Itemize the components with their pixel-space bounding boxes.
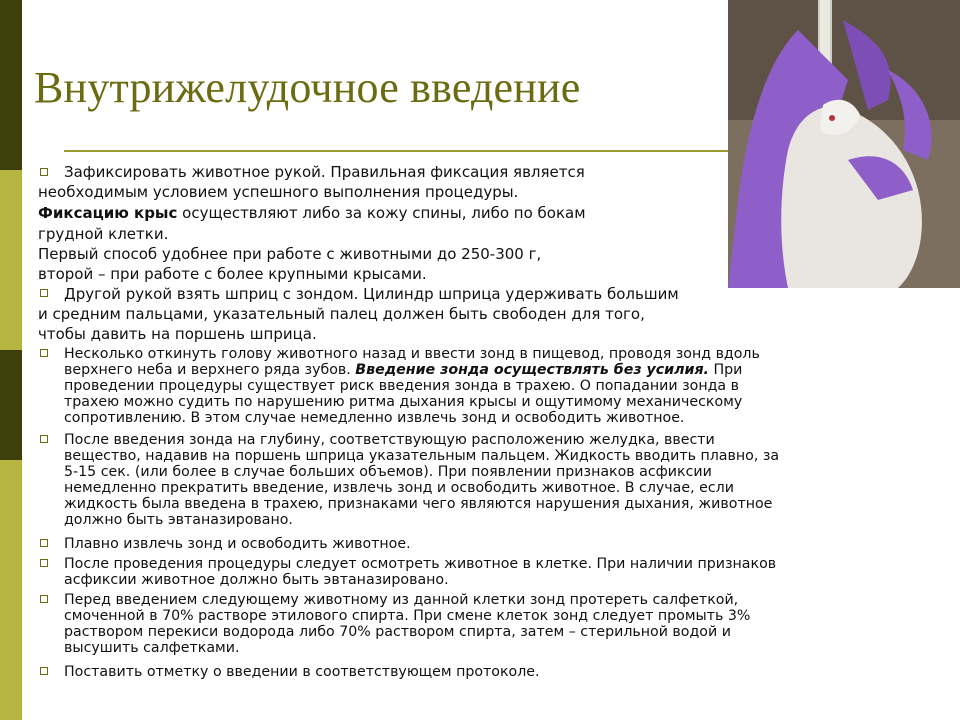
text-line: второй – при работе с более крупными крысами. <box>38 265 427 283</box>
text-line: чтобы давить на поршень шприца. <box>38 325 317 343</box>
decorative-side-bar <box>0 0 22 720</box>
bullet-icon <box>40 559 48 567</box>
bullet-icon <box>40 595 48 603</box>
text-span: осуществляют либо за кожу спины, либо по бокам <box>177 204 586 222</box>
text-line: сопротивлению. В этом случае немедленно извлечь зонд и освободить животное. <box>64 410 685 426</box>
bullet-icon <box>40 168 48 176</box>
text-line: 5-15 сек. (или более в случае больших объемов). При появлении признаков асфиксии <box>64 464 712 480</box>
text-line: трахею можно судить по нарушению ритма дыхания крысы и ощутимому механическому <box>64 394 743 410</box>
text-line: Перед введением следующему животному из данной клетки зонд протереть салфеткой, <box>64 592 739 608</box>
bold-phrase: Фиксацию крыс <box>38 204 178 222</box>
text-line: Поставить отметку о введении в соответствующем протоколе. <box>64 664 540 680</box>
text-line: После введения зонда на глубину, соответствующую расположению желудка, ввести <box>64 432 715 448</box>
text-line: Первый способ удобнее при работе с животными до 250-300 г, <box>38 245 542 263</box>
text-line: смоченной в 70% растворе этилового спирта. При смене клеток зонд следует промыть 3% <box>64 608 751 624</box>
text-line: Несколько откинуть голову животного назад и ввести зонд в пищевод, проводя зонд вдоль <box>64 346 760 362</box>
bullet-icon <box>40 289 48 297</box>
title-underline <box>64 150 730 152</box>
rat-gavage-photo <box>728 0 960 288</box>
text-line: Другой рукой взять шприц с зондом. Цилиндр шприца удерживать большим <box>64 285 679 303</box>
text-line <box>38 205 586 222</box>
text-line <box>64 362 742 378</box>
text-line: жидкость была введена в трахею, признаками чего являются нарушения дыхания, животное <box>64 496 773 512</box>
text-line: Плавно извлечь зонд и освободить животное. <box>64 536 411 552</box>
text-line: необходимым условием успешного выполнения процедуры. <box>38 183 519 201</box>
text-line: вещество, надавив на поршень шприца указательным пальцем. Жидкость вводить плавно, за <box>64 448 780 464</box>
text-line: высушить салфетками. <box>64 640 240 656</box>
text-line: раствором перекиси водорода либо 70% раствором спирта, затем – стерильной водой и <box>64 624 731 640</box>
slide-title: Внутрижелудочное введение <box>34 63 581 112</box>
text-line: Зафиксировать животное рукой. Правильная фиксация является <box>64 163 585 181</box>
text-line: и средним пальцами, указательный палец должен быть свободен для того, <box>38 305 645 323</box>
bullet-icon <box>40 435 48 443</box>
bullet-icon <box>40 667 48 675</box>
text-line: должно быть эвтаназировано. <box>64 512 293 528</box>
text-line: После проведения процедуры следует осмотреть животное в клетке. При наличии признаков <box>64 556 777 572</box>
text-span: верхнего неба и верхнего ряда зубов. <box>64 362 356 378</box>
bullet-icon <box>40 349 48 357</box>
text-line: проведении процедуры существует риск введения зонда в трахею. О попадании зонда в <box>64 378 739 394</box>
bold-italic-phrase: Введение зонда осуществлять без усилия. <box>355 362 709 378</box>
text-span: При <box>708 362 743 378</box>
text-line: асфиксии животное должно быть эвтаназировано. <box>64 572 449 588</box>
text-line: немедленно прекратить введение, извлечь зонд и освободить животное. В случае, если <box>64 480 734 496</box>
bullet-icon <box>40 539 48 547</box>
text-line: грудной клетки. <box>38 225 169 243</box>
